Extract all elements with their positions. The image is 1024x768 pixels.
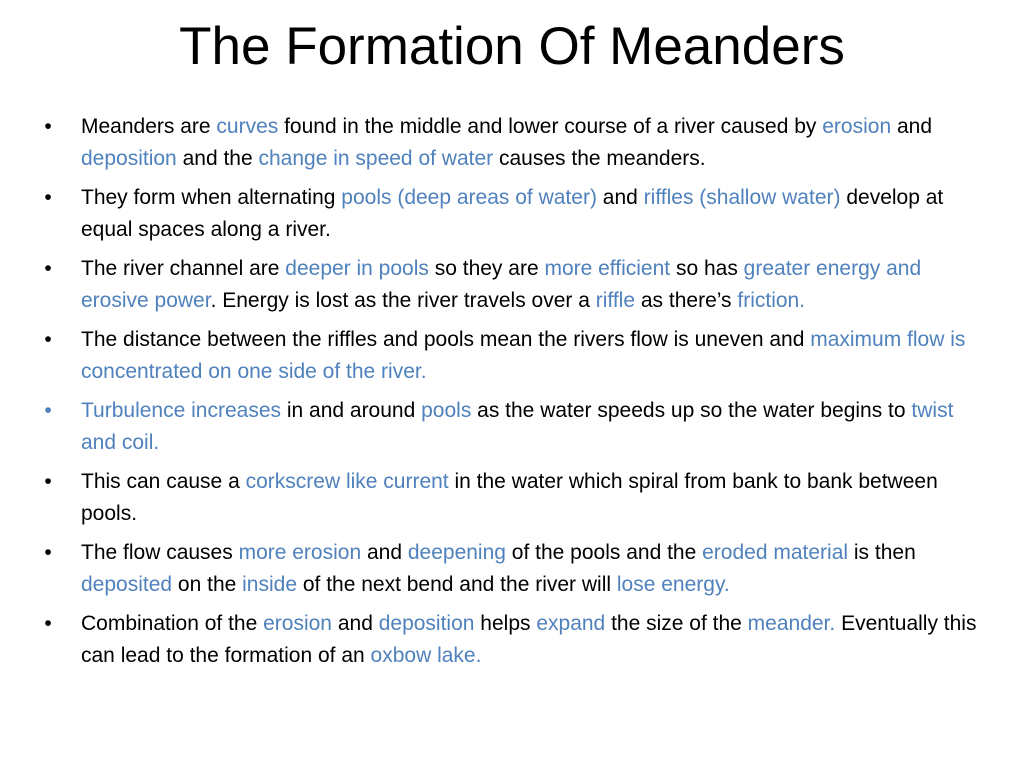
- bullet-text: and: [596, 186, 644, 209]
- bullet-dot-icon: •: [44, 186, 52, 209]
- highlighted-text: meander.: [747, 612, 836, 635]
- highlighted-text: twist and coil.: [81, 399, 954, 454]
- highlighted-text: erosion: [822, 115, 892, 138]
- highlighted-text: deepening: [407, 541, 506, 564]
- bullet-text: develop at equal spaces along a river.: [81, 186, 944, 241]
- highlighted-text: riffles (shallow water): [643, 186, 841, 209]
- bullet-item: [40, 395, 986, 459]
- bullet-item: [40, 253, 986, 317]
- highlighted-text: expand: [536, 612, 606, 635]
- bullet-text: Meanders are: [81, 115, 217, 138]
- bullet-text: Eventually this can lead to the formation of an: [81, 612, 977, 667]
- bullet-dot-icon: •: [44, 115, 52, 138]
- bullet-item: [40, 608, 986, 672]
- bullet-text: and the: [176, 147, 259, 170]
- highlighted-text: more efficient: [544, 257, 671, 280]
- bullet-text: The distance between the riffles and pools mean the rivers flow is uneven and: [81, 328, 811, 351]
- bullet-text: and: [361, 541, 408, 564]
- bullet-text: causes the meanders.: [493, 147, 706, 170]
- bullet-text: Combination of the: [81, 612, 264, 635]
- bullet-text: The river channel are: [81, 257, 286, 280]
- bullet-item: [40, 111, 986, 175]
- slide-title: The Formation Of Meanders: [179, 17, 845, 76]
- bullet-text: of the next bend and the river will: [297, 573, 617, 596]
- bullet-text: in and around: [281, 399, 422, 422]
- bullet-text: The flow causes: [81, 541, 239, 564]
- bullet-text: as there’s: [635, 289, 738, 312]
- bullet-dot-icon: •: [44, 612, 52, 635]
- highlighted-text: deposited: [81, 573, 173, 596]
- bullet-text: and: [891, 115, 933, 138]
- bullet-text: of the pools and the: [505, 541, 703, 564]
- bullet-text: helps: [474, 612, 537, 635]
- highlighted-text: friction.: [737, 289, 806, 312]
- bullet-text: found in the middle and lower course of a river caused by: [278, 115, 823, 138]
- bullet-text: They form when alternating: [81, 186, 342, 209]
- highlighted-text: change in speed of water: [258, 147, 494, 170]
- bullet-text: in the water which spiral from bank to bank between pools.: [81, 470, 938, 525]
- highlighted-text: corkscrew like current: [245, 470, 449, 493]
- highlighted-text: greater energy and erosive power: [81, 257, 922, 312]
- bullet-dot-icon: •: [44, 470, 52, 493]
- highlighted-text: curves: [216, 115, 279, 138]
- bullet-list: [40, 111, 986, 679]
- highlighted-text: erosion: [263, 612, 332, 635]
- bullet-text: . Energy is lost as the river travels over a: [210, 289, 596, 312]
- bullet-item: [40, 537, 986, 601]
- bullet-text: and: [332, 612, 379, 635]
- bullet-dot-icon: •: [44, 257, 52, 280]
- bullet-text: the size of the: [605, 612, 748, 635]
- bullet-item: [40, 466, 986, 530]
- highlighted-text: deposition: [81, 147, 177, 170]
- bullet-text: is then: [848, 541, 916, 564]
- bullet-text: so has: [670, 257, 744, 280]
- highlighted-text: riffle: [595, 289, 636, 312]
- bullet-text: as the water speeds up so the water begins to: [471, 399, 912, 422]
- bullet-item: [40, 324, 986, 388]
- highlighted-text: deposition: [378, 612, 475, 635]
- bullet-text: This can cause a: [81, 470, 246, 493]
- bullet-text: so they are: [428, 257, 545, 280]
- bullet-item: [40, 182, 986, 246]
- highlighted-text: inside: [242, 573, 298, 596]
- bullet-dot-icon: •: [44, 328, 52, 351]
- highlighted-text: pools: [421, 399, 472, 422]
- bullet-text: on the: [172, 573, 243, 596]
- highlighted-text: deeper in pools: [285, 257, 429, 280]
- highlighted-text: more erosion: [238, 541, 362, 564]
- bullet-dot-icon: •: [44, 541, 52, 564]
- highlighted-text: eroded material: [702, 541, 849, 564]
- highlighted-text: pools (deep areas of water): [341, 186, 597, 209]
- highlighted-text: lose energy.: [616, 573, 730, 596]
- highlighted-text: oxbow lake.: [370, 644, 482, 667]
- highlighted-text: Turbulence increases: [81, 399, 281, 422]
- highlighted-text: maximum flow is concentrated on one side of the river.: [81, 328, 966, 383]
- bullet-dot-icon: •: [44, 399, 52, 422]
